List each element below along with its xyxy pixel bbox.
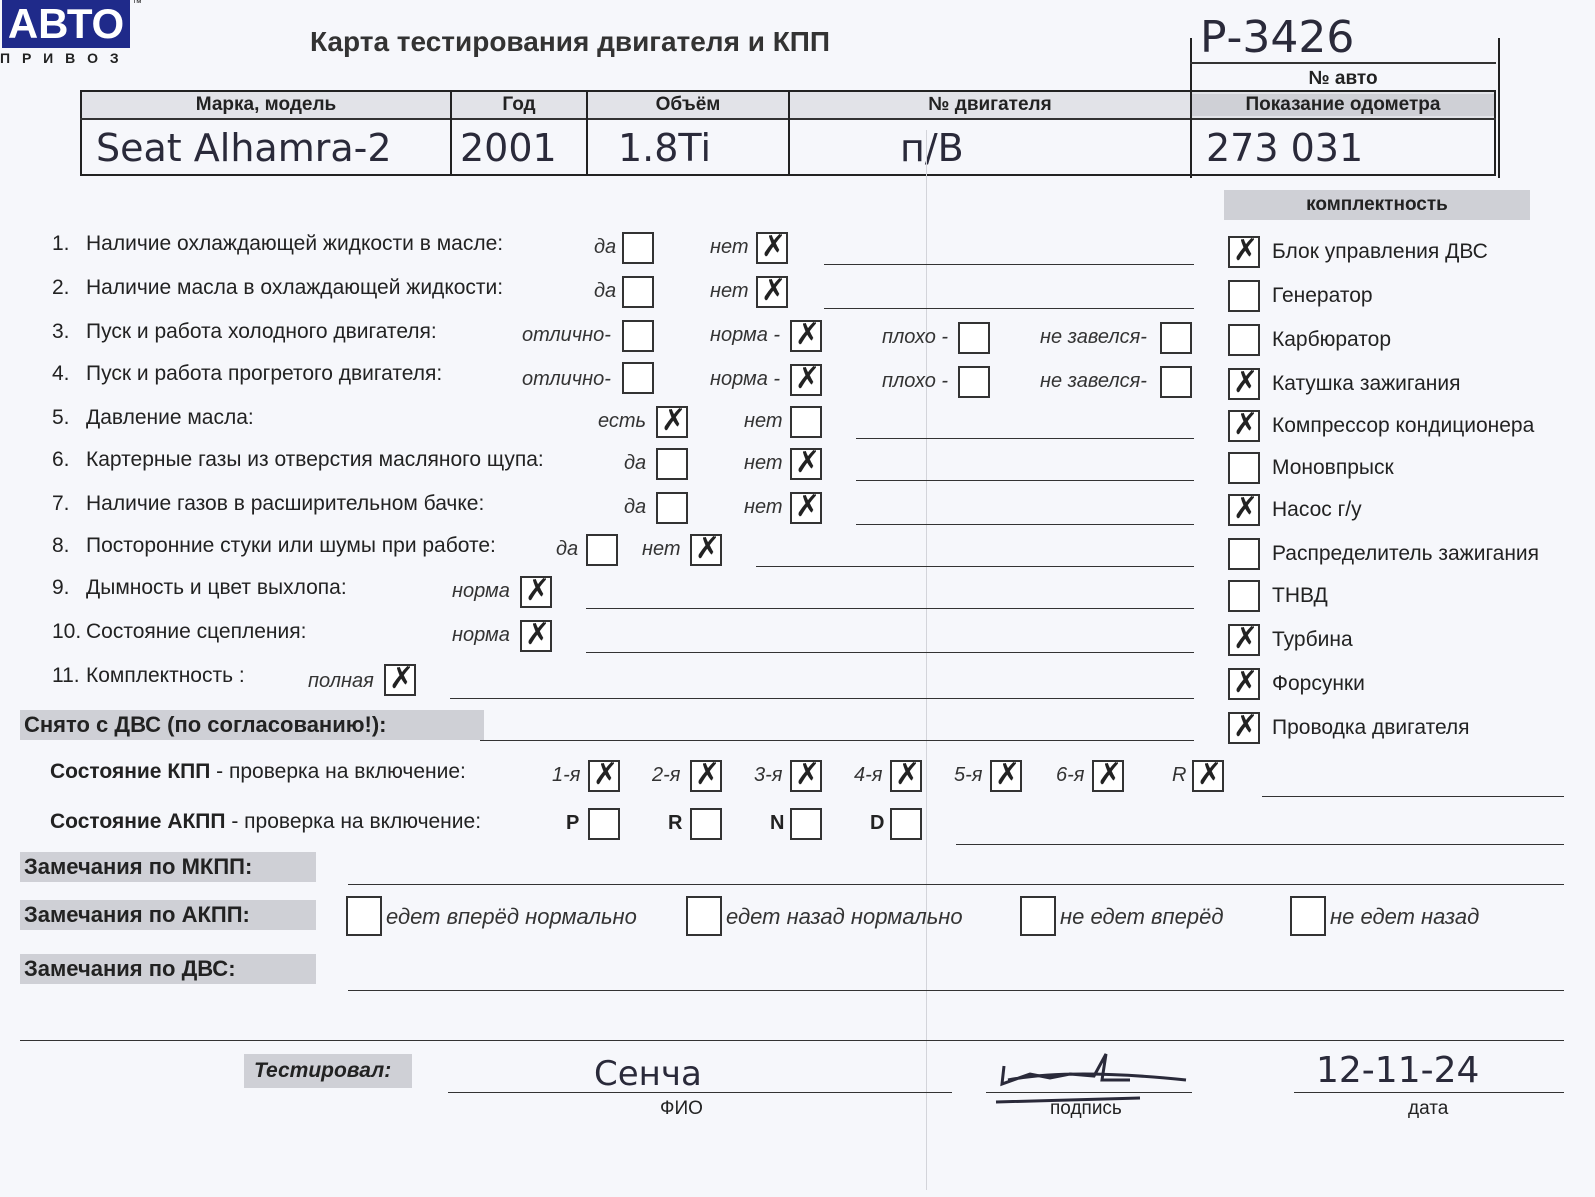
- q4-checkbox-normal[interactable]: [790, 364, 822, 396]
- date-line: [1294, 1092, 1564, 1093]
- q8-num: 8.: [52, 534, 70, 557]
- q2-num: 2.: [52, 276, 70, 299]
- signature-line: [986, 1092, 1192, 1093]
- col-header-volume: Объём: [655, 94, 721, 115]
- q1-num: 1.: [52, 232, 70, 255]
- kpp-gear-label-1: 2-я: [652, 764, 681, 786]
- q8-checkbox-no[interactable]: [690, 534, 722, 566]
- akpp-option-label-3: не едет назад: [1330, 904, 1480, 929]
- comp-check-1[interactable]: [1228, 280, 1260, 312]
- comp-check-8[interactable]: [1228, 580, 1260, 612]
- akpp-option-label-1: едет назад нормально: [726, 904, 963, 929]
- q7-checkbox-yes[interactable]: [656, 492, 688, 524]
- q3-opt3: плохо -: [882, 326, 949, 348]
- name-caption: ФИО: [660, 1098, 703, 1119]
- q9-checkbox-normal[interactable]: [520, 576, 552, 608]
- kpp-gear-box-3[interactable]: [890, 760, 922, 792]
- kpp-label-rest: - проверка на включение:: [210, 760, 466, 783]
- fold-line: [926, 130, 927, 1190]
- q2-checkbox-yes[interactable]: [622, 276, 654, 308]
- kpp-gear-box-2[interactable]: [790, 760, 822, 792]
- q1-opt2: нет: [710, 236, 749, 258]
- comp-label-0: Блок управления ДВС: [1272, 240, 1488, 263]
- comp-check-6[interactable]: [1228, 494, 1260, 526]
- akpp-gear-label-0: P: [566, 812, 580, 834]
- kpp-label-bold: Состояние КПП: [50, 760, 211, 783]
- remarks-mkpp-label: Замечания по МКПП:: [20, 852, 316, 882]
- q11-text: Комплектность :: [86, 664, 245, 687]
- doc-number: Р-3426: [1200, 12, 1355, 63]
- comp-check-10[interactable]: [1228, 668, 1260, 700]
- akpp-gear-box-0[interactable]: [588, 808, 620, 840]
- q9-opt1: норма: [452, 580, 510, 602]
- q6-opt2: нет: [744, 452, 783, 474]
- q6-text: Картерные газы из отверстия масляного щупа:: [86, 448, 544, 471]
- q4-opt3: плохо -: [882, 370, 949, 392]
- comp-label-3: Катушка зажигания: [1272, 372, 1461, 395]
- akpp-label-rest: - проверка на включение:: [225, 810, 482, 833]
- remarks-dvs-line: [348, 990, 1564, 991]
- kpp-gear-label-4: 5-я: [954, 764, 983, 786]
- akpp-option-box-0[interactable]: [346, 896, 382, 936]
- q6-checkbox-yes[interactable]: [656, 448, 688, 480]
- page-title: Карта тестирования двигателя и КПП: [310, 26, 831, 57]
- akpp-line: [956, 844, 1564, 845]
- q8-opt2: нет: [642, 538, 681, 560]
- q11-line: [450, 698, 1194, 699]
- q10-text: Состояние сцепления:: [86, 620, 307, 643]
- q2-checkbox-no[interactable]: [756, 276, 788, 308]
- q4-checkbox-no-start[interactable]: [1160, 366, 1192, 398]
- q3-opt1: отлично-: [522, 324, 611, 346]
- completeness-header: комплектность: [1224, 190, 1530, 220]
- date-caption: дата: [1408, 1098, 1449, 1119]
- comp-label-4: Компрессор кондиционера: [1272, 414, 1535, 437]
- q2-text: Наличие масла в охлаждающей жидкости:: [86, 276, 504, 299]
- q3-opt4: не завелся-: [1040, 326, 1147, 348]
- kpp-label: [50, 760, 466, 784]
- q8-text: Посторонние стуки или шумы при работе:: [86, 534, 496, 557]
- comp-check-4[interactable]: [1228, 410, 1260, 442]
- q6-checkbox-no[interactable]: [790, 448, 822, 480]
- q3-num: 3.: [52, 320, 70, 343]
- akpp-gear-box-3[interactable]: [890, 808, 922, 840]
- akpp-option-box-2[interactable]: [1020, 896, 1056, 936]
- logo: [0, 0, 140, 70]
- comp-check-0[interactable]: [1228, 236, 1260, 268]
- q4-opt1: отлично-: [522, 368, 611, 390]
- q3-checkbox-excellent[interactable]: [622, 320, 654, 352]
- comp-label-8: ТНВД: [1272, 584, 1328, 607]
- q4-checkbox-bad[interactable]: [958, 366, 990, 398]
- date-value: 12-11-24: [1316, 1050, 1480, 1091]
- q7-line: [856, 524, 1194, 525]
- tested-label: Тестировал:: [244, 1054, 412, 1088]
- q11-num: 11.: [52, 664, 80, 687]
- akpp-option-box-1[interactable]: [686, 896, 722, 936]
- q2-opt2: нет: [710, 280, 749, 302]
- removed-line: [480, 740, 1194, 741]
- kpp-line: [1262, 796, 1564, 797]
- q7-text: Наличие газов в расширительном бачке:: [86, 492, 485, 515]
- col-header-odometer: Показание одометра: [1192, 94, 1494, 116]
- comp-check-7[interactable]: [1228, 538, 1260, 570]
- q4-text: Пуск и работа прогретого двигателя:: [86, 362, 443, 385]
- q2-line: [824, 308, 1194, 309]
- q4-checkbox-excellent[interactable]: [622, 362, 654, 394]
- kpp-gear-box-5[interactable]: [1092, 760, 1124, 792]
- q10-opt1: норма: [452, 624, 510, 646]
- q11-checkbox-full[interactable]: [384, 664, 416, 696]
- comp-label-7: Распределитель зажигания: [1272, 542, 1540, 565]
- q4-opt2: норма -: [710, 368, 781, 390]
- q1-checkbox-no[interactable]: [756, 232, 788, 264]
- q5-opt2: нет: [744, 410, 783, 432]
- kpp-gear-label-6: R: [1172, 764, 1187, 786]
- comp-check-3[interactable]: [1228, 368, 1260, 400]
- kpp-gear-label-5: 6-я: [1056, 764, 1085, 786]
- kpp-gear-label-2: 3-я: [754, 764, 783, 786]
- remarks-mkpp-line: [348, 884, 1564, 885]
- q8-opt1: да: [556, 538, 579, 560]
- auto-no-line: [1190, 62, 1496, 64]
- col-header-model: Марка, модель: [195, 94, 337, 115]
- q3-checkbox-normal[interactable]: [790, 320, 822, 352]
- col-header-year: Год: [502, 94, 536, 115]
- comp-check-9[interactable]: [1228, 624, 1260, 656]
- name-line: [448, 1092, 952, 1093]
- q8-checkbox-yes[interactable]: [586, 534, 618, 566]
- q1-checkbox-yes[interactable]: [622, 232, 654, 264]
- q9-num: 9.: [52, 576, 70, 599]
- q3-opt2: норма -: [710, 324, 781, 346]
- q4-num: 4.: [52, 362, 70, 385]
- logo-tm: ™: [132, 0, 142, 9]
- comp-label-2: Карбюратор: [1272, 328, 1392, 351]
- q8-line: [756, 566, 1194, 567]
- comp-label-1: Генератор: [1272, 284, 1373, 307]
- remarks-dvs-label: Замечания по ДВС:: [20, 954, 316, 984]
- akpp-option-label-2: не едет вперёд: [1060, 904, 1224, 929]
- akpp-gear-label-2: N: [770, 812, 785, 834]
- q1-opt1: да: [594, 236, 617, 258]
- year-value: 2001: [460, 126, 557, 170]
- kpp-gear-label-0: 1-я: [552, 764, 581, 786]
- q5-checkbox-yes[interactable]: [656, 406, 688, 438]
- q6-opt1: да: [624, 452, 647, 474]
- auto-no-label: № авто: [1308, 68, 1378, 89]
- akpp-gear-box-1[interactable]: [690, 808, 722, 840]
- q3-text: Пуск и работа холодного двигателя:: [86, 320, 437, 343]
- logo-bottom: П Р И В О З: [0, 50, 123, 66]
- col-header-engine-no: № двигателя: [928, 94, 1052, 115]
- q5-line: [856, 438, 1194, 439]
- signature-caption: подпись: [1050, 1098, 1122, 1119]
- q9-text: Дымность и цвет выхлопа:: [86, 576, 347, 599]
- q9-line: [586, 608, 1194, 609]
- q1-line: [824, 264, 1194, 265]
- q6-line: [856, 480, 1194, 481]
- q2-opt1: да: [594, 280, 617, 302]
- q7-checkbox-no[interactable]: [790, 492, 822, 524]
- volume-value: 1.8Ti: [618, 126, 712, 170]
- q10-num: 10.: [52, 620, 82, 643]
- tester-name-value: Сенча: [594, 1054, 702, 1094]
- q11-opt1: полная: [308, 670, 374, 692]
- akpp-label-bold: Состояние АКПП: [50, 810, 226, 833]
- comp-check-2[interactable]: [1228, 324, 1260, 356]
- q1-text: Наличие охлаждающей жидкости в масле:: [86, 232, 504, 255]
- q10-checkbox-normal[interactable]: [520, 620, 552, 652]
- kpp-gear-box-1[interactable]: [690, 760, 722, 792]
- comp-check-11[interactable]: [1228, 712, 1260, 744]
- q10-line: [586, 652, 1194, 653]
- remarks-extra-line: [20, 1040, 1564, 1041]
- akpp-gear-box-2[interactable]: [790, 808, 822, 840]
- removed-label: Снято с ДВС (по согласованию!):: [20, 710, 484, 740]
- odometer-value: 273 031: [1206, 126, 1364, 170]
- akpp-option-label-0: едет вперёд нормально: [386, 904, 637, 929]
- q6-num: 6.: [52, 448, 70, 471]
- remarks-akpp-label: Замечания по АКПП:: [20, 900, 316, 930]
- q5-text: Давление масла:: [86, 406, 254, 429]
- engine-no-value: п/В: [900, 126, 964, 170]
- akpp-option-box-3[interactable]: [1290, 896, 1326, 936]
- akpp-gear-label-1: R: [668, 812, 683, 834]
- q5-num: 5.: [52, 406, 70, 429]
- akpp-label: [50, 810, 481, 834]
- kpp-gear-box-4[interactable]: [990, 760, 1022, 792]
- comp-label-6: Насос г/у: [1272, 498, 1362, 521]
- q4-opt4: не завелся-: [1040, 370, 1147, 392]
- q3-checkbox-bad[interactable]: [958, 322, 990, 354]
- comp-check-5[interactable]: [1228, 452, 1260, 484]
- kpp-gear-box-6[interactable]: [1192, 760, 1224, 792]
- q5-opt1: есть: [598, 410, 647, 432]
- q7-opt1: да: [624, 496, 647, 518]
- logo-top: АВТО: [2, 0, 130, 48]
- model-value: Seat Alhamra-2: [96, 126, 392, 170]
- q3-checkbox-no-start[interactable]: [1160, 322, 1192, 354]
- comp-label-10: Форсунки: [1272, 672, 1365, 695]
- comp-label-11: Проводка двигателя: [1272, 716, 1470, 739]
- q7-opt2: нет: [744, 496, 783, 518]
- comp-label-5: Моновпрыск: [1272, 456, 1394, 479]
- kpp-gear-box-0[interactable]: [588, 760, 620, 792]
- q7-num: 7.: [52, 492, 70, 515]
- comp-label-9: Турбина: [1272, 628, 1353, 651]
- q5-checkbox-no[interactable]: [790, 406, 822, 438]
- kpp-gear-label-3: 4-я: [854, 764, 883, 786]
- akpp-gear-label-3: D: [870, 812, 885, 834]
